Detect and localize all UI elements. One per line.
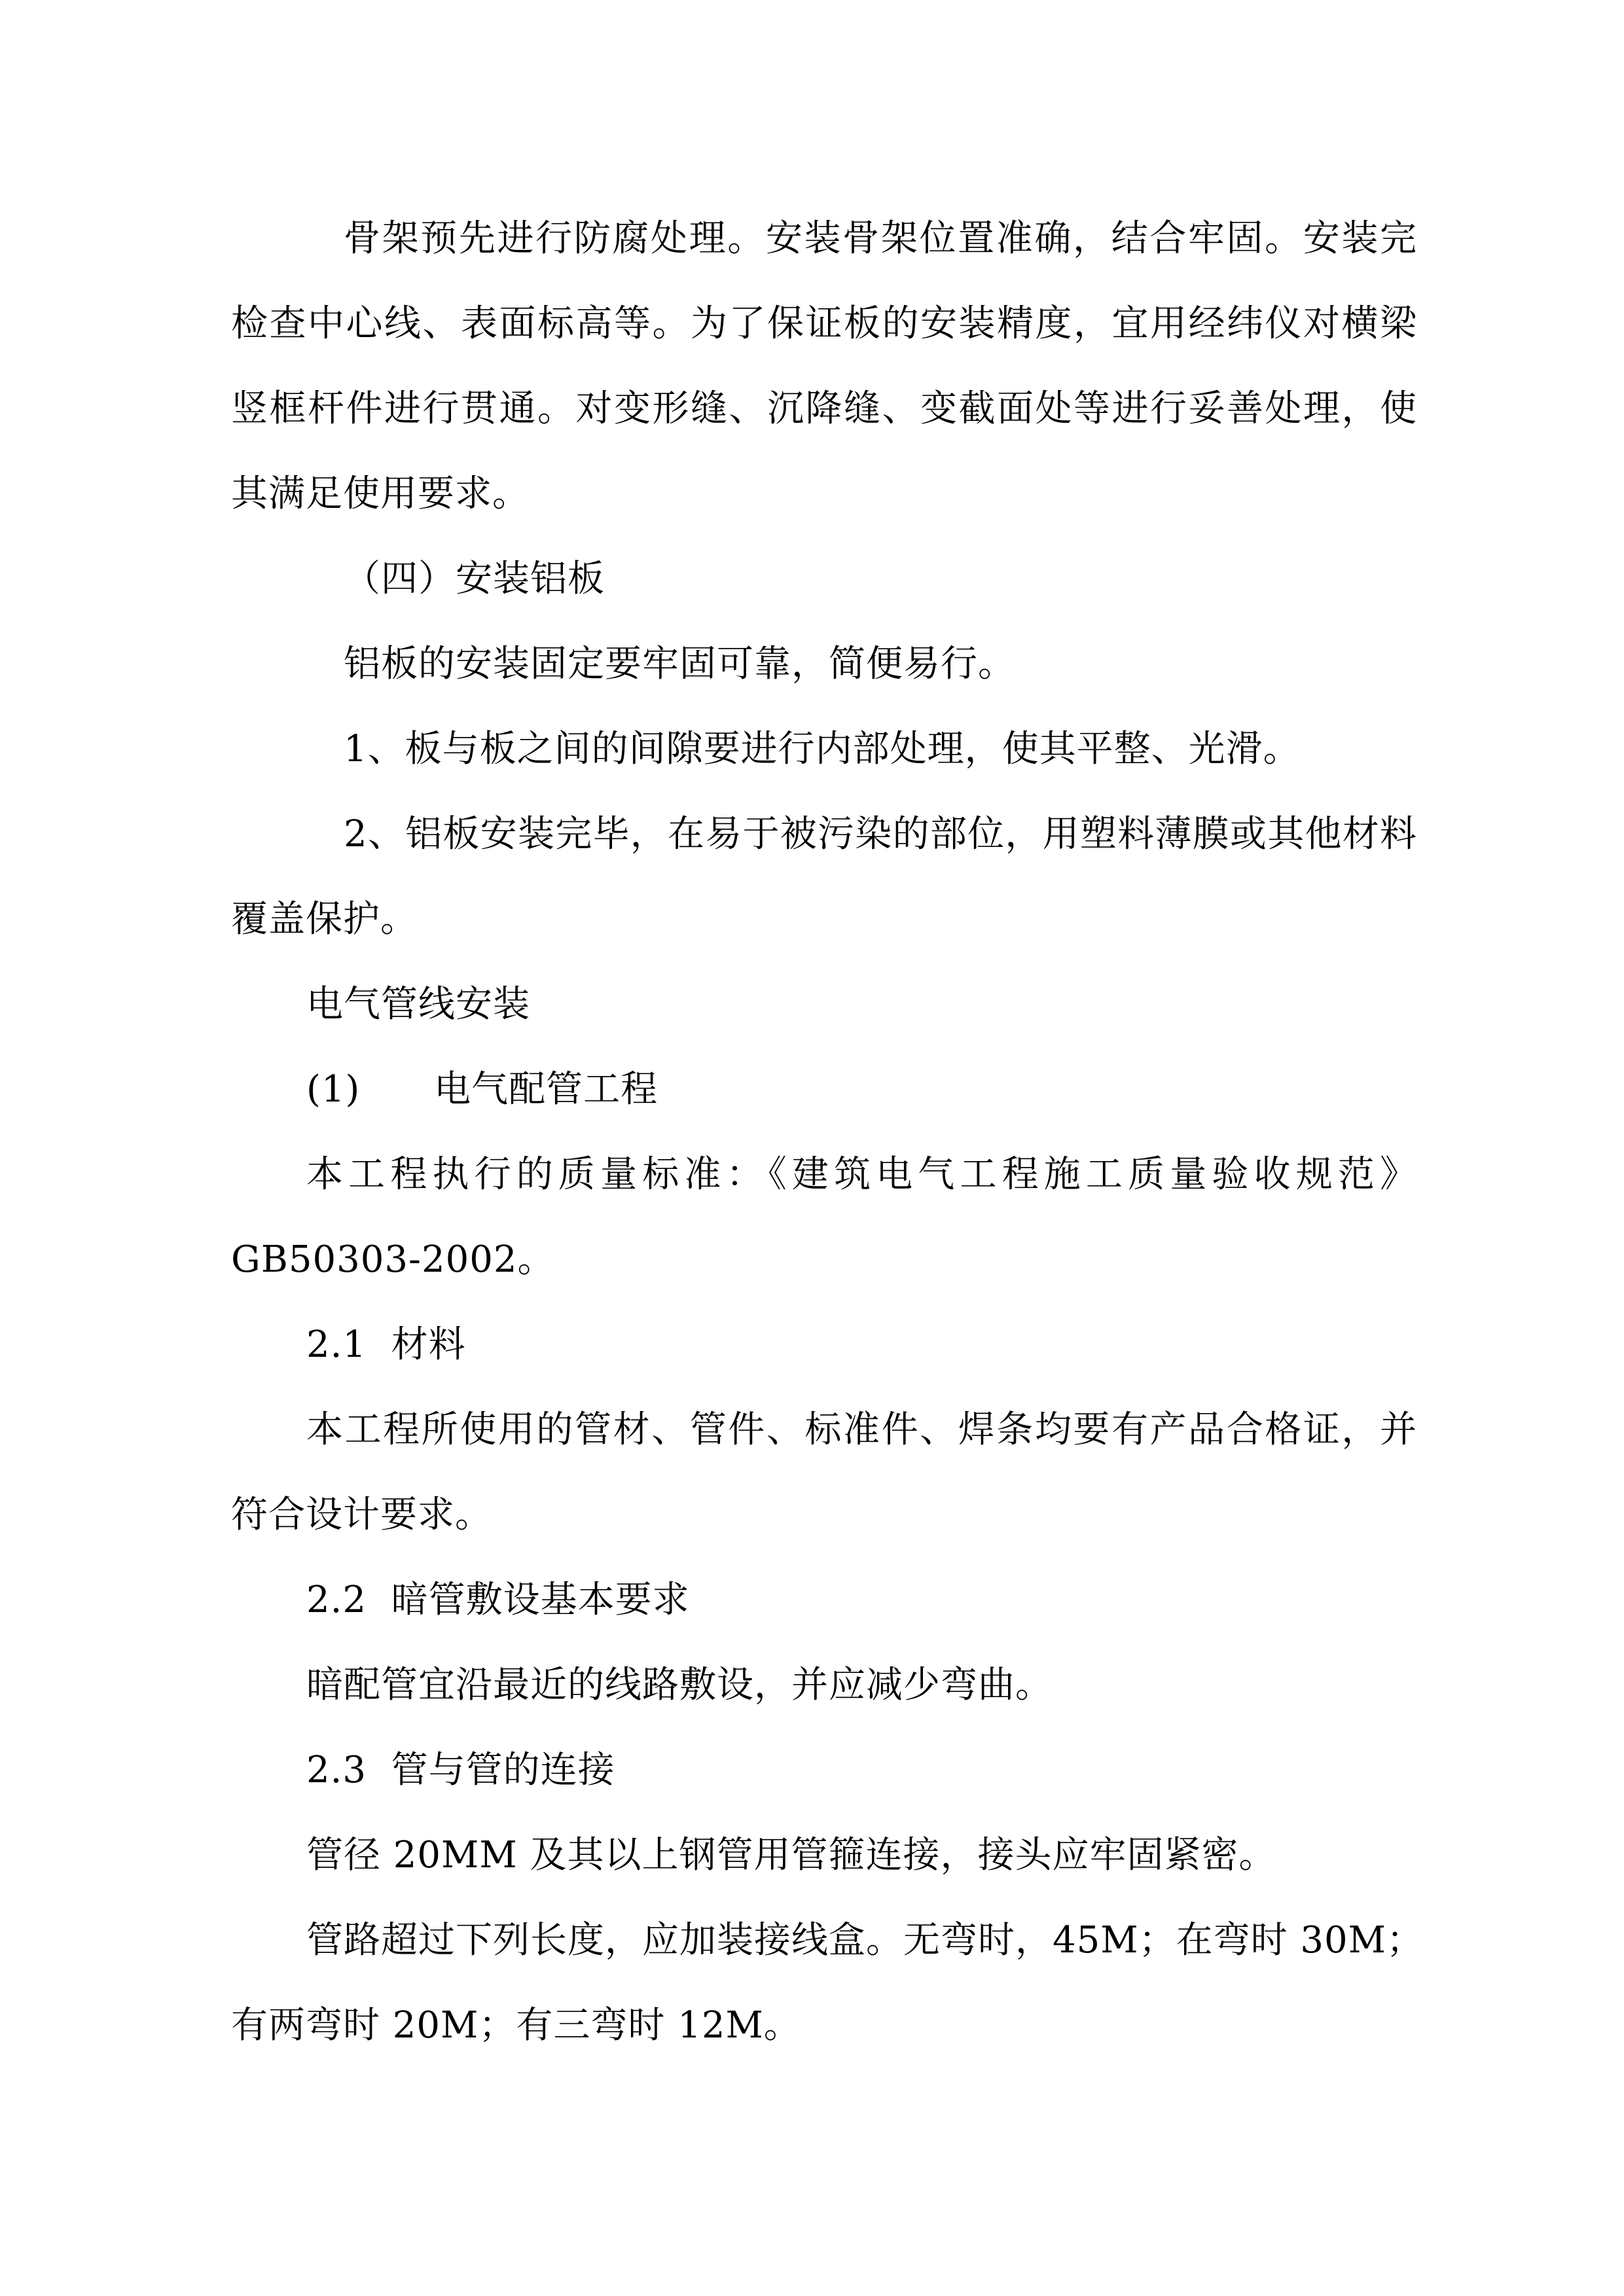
paragraph-line: 管径 20MM 及其以上钢管用管箍连接，接头应牢固紧密。 — [306, 1834, 1276, 1876]
paragraph-line: 管路超过下列长度，应加装接线盒。无弯时，45M；在弯时 30M； — [306, 1919, 1424, 1962]
paragraph-line: 本工程执行的质量标准：《建筑电气工程施工质量验收规范》 — [306, 1153, 1417, 1196]
section-heading: 2.3 管与管的连接 — [306, 1749, 615, 1791]
section-heading: (1) 电气配管工程 — [306, 1068, 659, 1111]
paragraph-line: 符合设计要求。 — [231, 1494, 492, 1536]
list-item: 1、板与板之间的间隙要进行内部处理，使其平整、光滑。 — [344, 728, 1301, 770]
paragraph-line: 有两弯时 20M；有三弯时 12M。 — [231, 2004, 801, 2047]
paragraph-line: GB50303-2002。 — [231, 1238, 555, 1281]
section-heading: 2.1 材料 — [306, 1323, 466, 1366]
paragraph-line: 暗配管宜沿最近的线路敷设，并应减少弯曲。 — [306, 1664, 1053, 1706]
section-heading: （四）安装铝板 — [344, 558, 605, 600]
paragraph-line: 其满足使用要求。 — [231, 473, 530, 515]
section-heading: 电气管线安装 — [306, 983, 530, 1026]
paragraph-line: 检查中心线、表面标高等。为了保证板的安装精度，宜用经纬仪对横梁 — [231, 302, 1417, 345]
paragraph-line: 覆盖保护。 — [231, 898, 418, 941]
paragraph-line: 铝板的安装固定要牢固可靠，简便易行。 — [344, 643, 1015, 685]
paragraph-line: 竖框杆件进行贯通。对变形缝、沉降缝、变截面处等进行妥善处理，使 — [231, 387, 1417, 430]
list-item: 2、铝板安装完毕，在易于被污染的部位，用塑料薄膜或其他材料 — [344, 813, 1417, 855]
paragraph-line: 本工程所使用的管材、管件、标准件、焊条均要有产品合格证，并 — [306, 1408, 1417, 1451]
paragraph-line: 骨架预先进行防腐处理。安装骨架位置准确，结合牢固。安装完 — [344, 217, 1417, 260]
section-heading: 2.2 暗管敷设基本要求 — [306, 1579, 690, 1621]
